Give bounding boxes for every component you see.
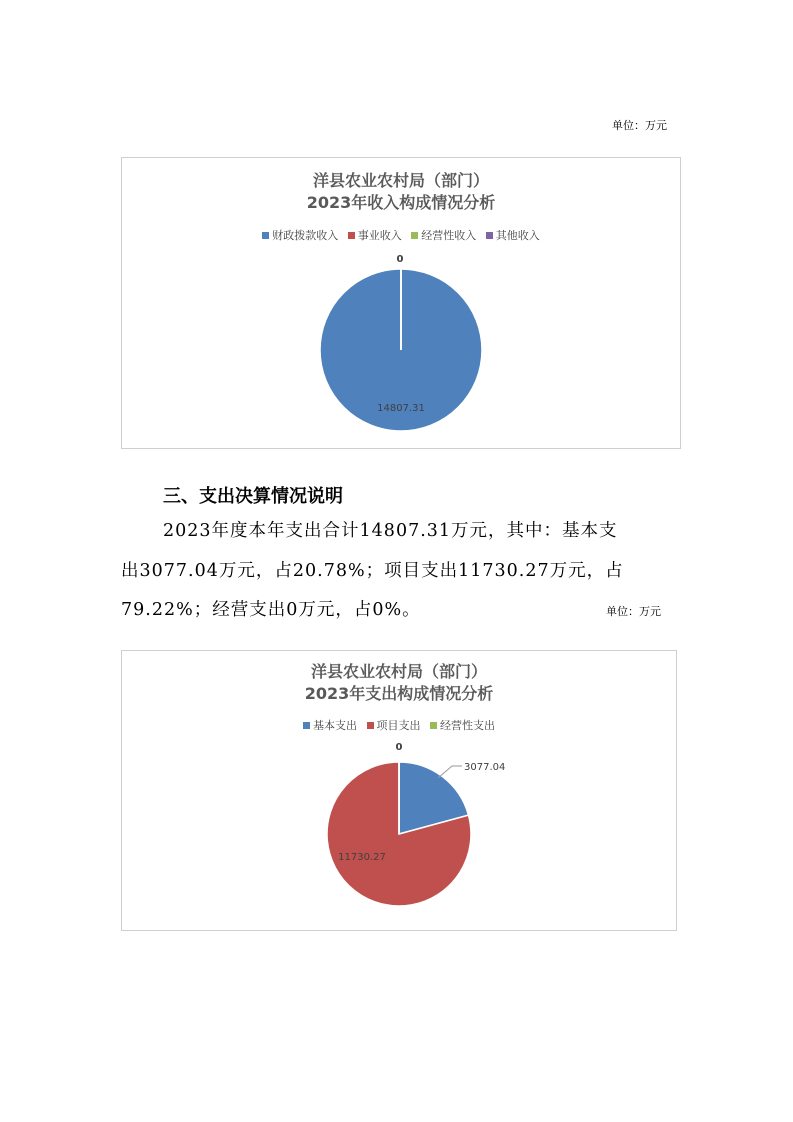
legend-label: 经营性收入: [421, 229, 477, 242]
unit-label: 单位：万元: [606, 605, 661, 618]
expense-pie: [122, 651, 676, 930]
section-heading: 三、支出决算情况说明: [163, 486, 343, 507]
expense-chart: [121, 650, 677, 931]
legend-label: 其他收入: [495, 229, 540, 242]
legend-label: 基本支出: [313, 719, 357, 732]
data-label-basic: 3077.04: [464, 762, 506, 773]
paragraph-line: 2023年度本年支出合计14807.31万元，其中：基本支: [163, 521, 618, 541]
data-label-zero: 0: [396, 254, 404, 265]
data-label-zero: 0: [395, 742, 403, 753]
legend-label: 事业收入: [357, 229, 402, 242]
income-chart: [121, 157, 681, 449]
income-chart-title-line1: 洋县农业农村局（部门）: [312, 171, 489, 190]
income-chart-title-line2: 2023年收入构成情况分析: [306, 193, 496, 212]
expense-chart-title-line1: 洋县农业农村局（部门）: [310, 662, 487, 681]
data-label-project: 11730.27: [338, 852, 386, 863]
paragraph-line: 79.22%；经营支出0万元，占0%。: [121, 600, 421, 620]
paragraph-line: 出3077.04万元，占20.78%；项目支出11730.27万元，占: [121, 561, 624, 581]
expense-chart-title-line2: 2023年支出构成情况分析: [304, 684, 494, 703]
legend-label: 项目支出: [376, 719, 421, 732]
unit-label: 单位：万元: [612, 119, 667, 132]
income-pie: [122, 158, 680, 448]
legend-label: 财政拨款收入: [272, 229, 339, 242]
data-label-main: 14807.31: [377, 403, 425, 414]
legend-label: 经营性支出: [440, 719, 495, 732]
